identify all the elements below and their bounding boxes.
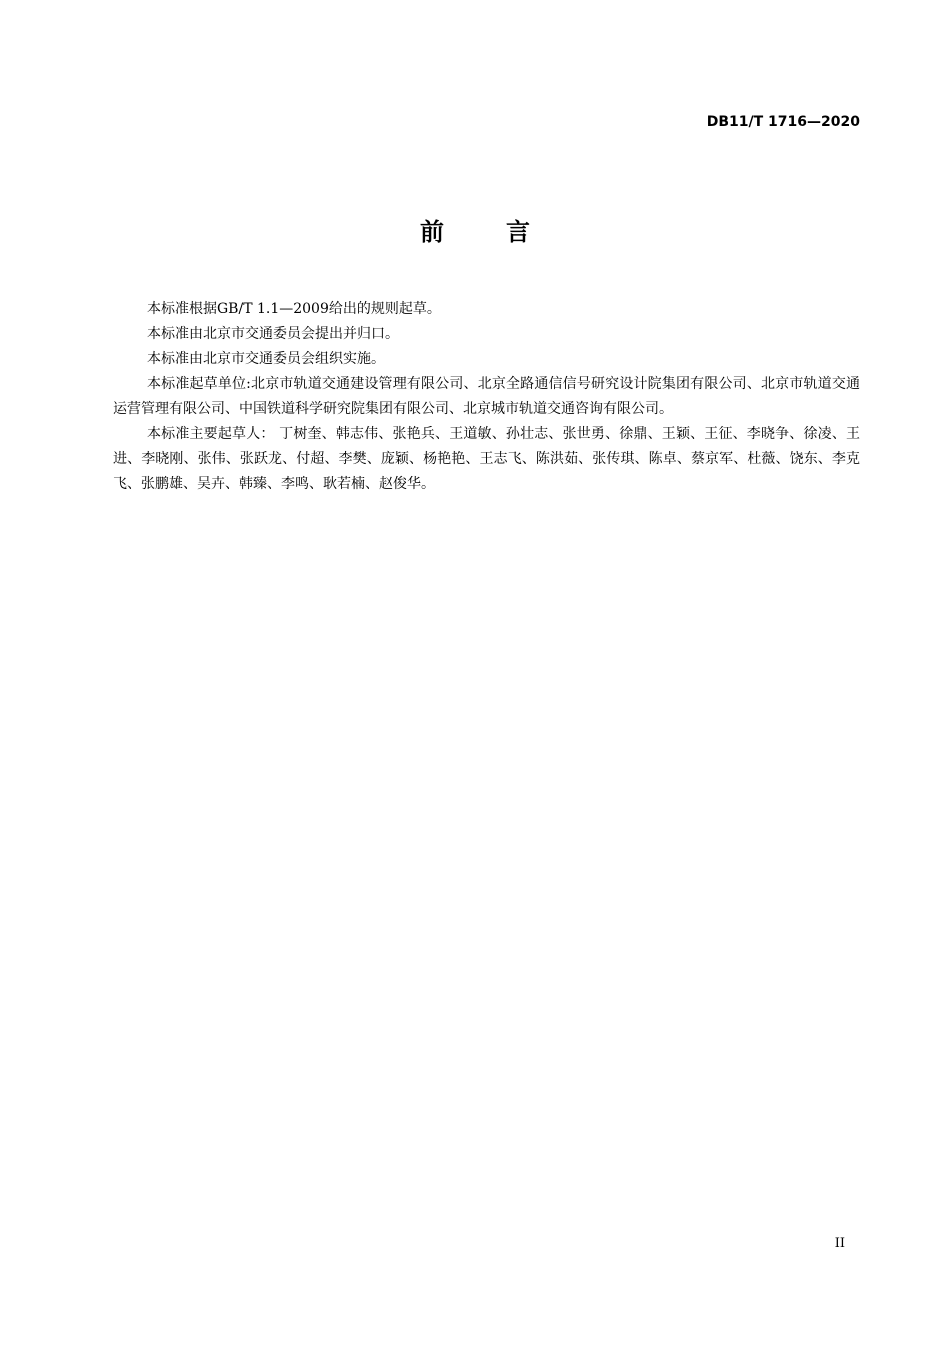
paragraph-drafters: 本标准主要起草人： 丁树奎、韩志伟、张艳兵、王道敏、孙壮志、张世勇、徐鼎、王颖、王征、李晓争、徐凌、王进、李晓刚、张伟、张跃龙、付超、李樊、庞颖、杨艳艳、王志飞、陈洪茹、张传琪、陈卓、蔡京军、杜薇、饶东、李克飞、张鹏雄、吴卉、韩臻、李鸣、耿若楠、赵俊华。 <box>113 426 860 492</box>
page-number: II <box>834 1236 845 1251</box>
paragraph-implemented-by: 本标准由北京市交通委员会组织实施。 <box>147 351 385 367</box>
paragraph-drafting-units: 本标准起草单位:北京市轨道交通建设管理有限公司、北京全路通信信号研究设计院集团有限公司、北京市轨道交通运营管理有限公司、中国铁道科学研究院集团有限公司、北京城市轨道交通咨询有限公司。 <box>113 376 860 417</box>
standard-number: DB11/T 1716—2020 <box>706 114 860 130</box>
paragraph-proposed-by: 本标准由北京市交通委员会提出并归口。 <box>147 326 399 342</box>
foreword-body <box>113 297 860 497</box>
paragraph-drafting-rules: 本标准根据GB/T 1.1—2009给出的规则起草。 <box>147 301 441 317</box>
page-title: 前言 <box>420 218 592 246</box>
